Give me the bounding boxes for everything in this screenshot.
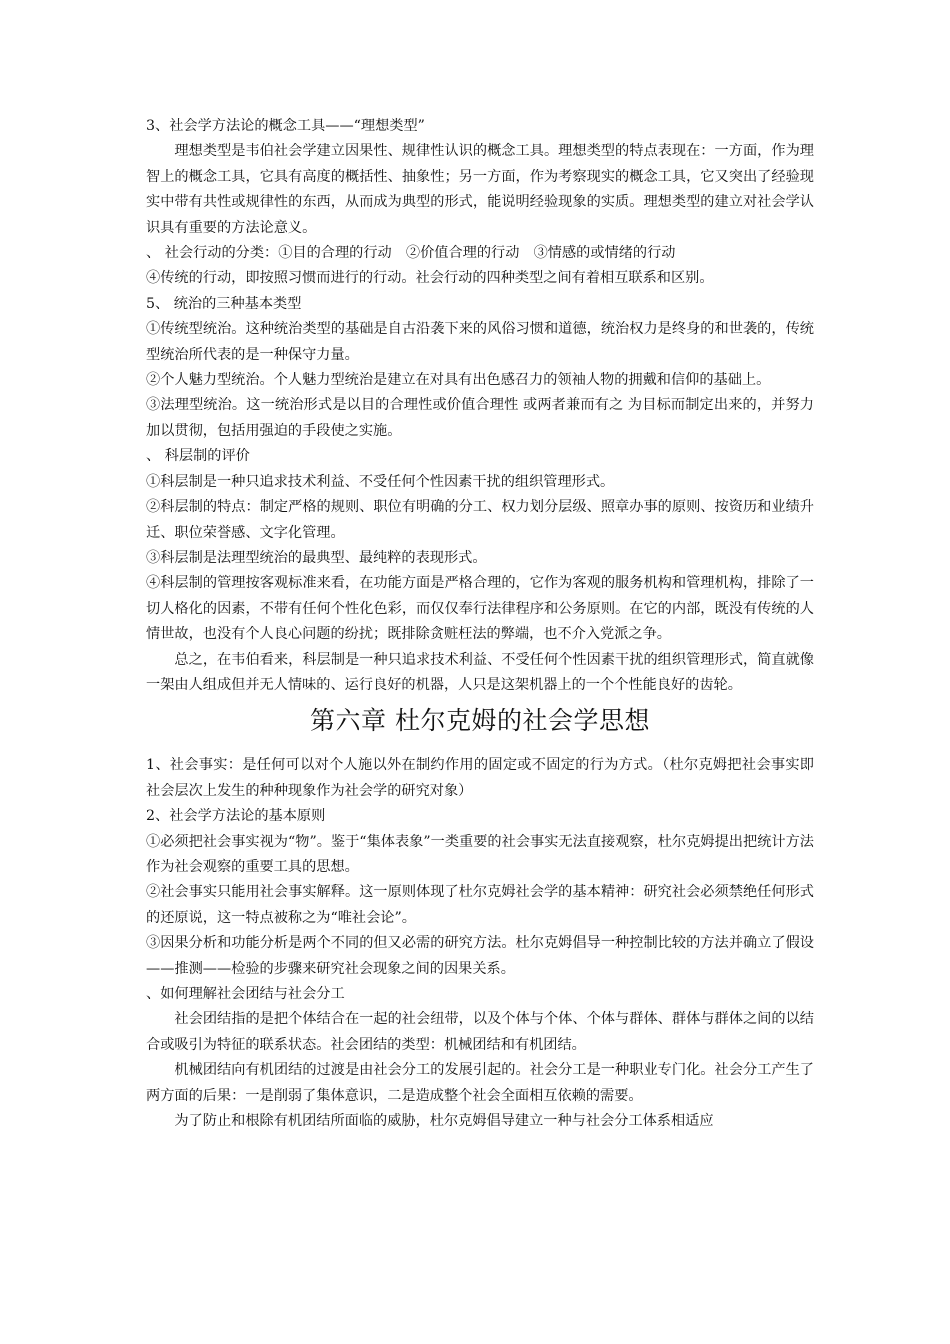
bureaucracy-item-4: ④科层制的管理按客观标准来看，在功能方面是严格合理的，它作为客观的服务机构和管理机构，排除了一切人格化的因素，不带有任何个性化色彩，而仅仅奉行法律程序和公务原则。在它的内部，既没有传统的人情世故，也没有个人良心问题的纷扰；既排除贪赃枉法的弊端，也不介入党派之争。 [146, 575, 814, 643]
section-heading-method-principles: 2、社会学方法论的基本原则 [146, 808, 326, 825]
paragraph-solidarity-1: 社会团结指的是把个体结合在一起的社会纽带，以及个体与个体、个体与群体、群体与群体之间的以结合或吸引为特征的联系状态。社会团结的类型：机械团结和有机团结。 [146, 1011, 814, 1053]
section-heading-bureaucracy: 、 科层制的评价 [146, 448, 250, 465]
bureaucracy-item-2: ②科层制的特点：制定严格的规则、职位有明确的分工、权力划分层级、照章办事的原则、按资历和业绩升迁、职位荣誉感、文字化管理。 [146, 499, 814, 541]
bureaucracy-item-3: ③科层制是法理型统治的最典型、最纯粹的表现形式。 [146, 549, 487, 566]
paragraph-ideal-type: 理想类型是韦伯社会学建立因果性、规律性认识的概念工具。理想类型的特点表现在：一方面，作为理智上的概念工具，它具有高度的概括性、抽象性；另一方面，作为考察现实的概念工具，它又突出了经验现实中带有共性或规律性的东西，从而成为典型的形式，能说明经验现象的实质。理想类型的建立对社会学认识具有重要的方法论意义。 [146, 143, 814, 236]
section-heading-ideal-type: 3、社会学方法论的概念工具——“理想类型” [146, 118, 425, 134]
rule-item-legal: ③法理型统治。这一统治形式是以目的合理性或价值合理性 或两者兼而有之 为目标而制定出来的，并努力加以贯彻，包括用强迫的手段使之实施。 [146, 397, 814, 439]
method-item-3: ③因果分析和功能分析是两个不同的但又必需的研究方法。杜尔克姆倡导一种控制比较的方法并确立了假设——推测——检验的步骤来研究社会现象之间的因果关系。 [146, 935, 814, 977]
document-body [146, 114, 814, 1134]
bureaucracy-item-1: ①科层制是一种只追求技术利益、不受任何个性因素干扰的组织管理形式。 [146, 473, 615, 490]
social-action-line-2: ④传统的行动，即按照习惯而进行的行动。社会行动的四种类型之间有着相互联系和区别。 [146, 270, 714, 287]
paragraph-social-fact: 1、社会事实：是任何可以对个人施以外在制约作用的固定或不固定的行为方式。（杜尔克姆把社会事实即社会层次上发生的种种现象作为社会学的研究对象） [146, 757, 814, 799]
method-item-2: ②社会事实只能用社会事实解释。这一原则体现了杜尔克姆社会学的基本精神：研究社会必须禁绝任何形式的还原说，这一特点被称之为“唯社会论”。 [146, 884, 814, 926]
paragraph-summary: 总之，在韦伯看来，科层制是一种只追求技术利益、不受任何个性因素干扰的组织管理形式，简直就像一架由人组成但并无人情味的、运行良好的机器，人只是这架机器上的一个个性能良好的齿轮。 [146, 651, 814, 693]
rule-item-traditional: ①传统型统治。这种统治类型的基础是自古沿袭下来的风俗习惯和道德，统治权力是终身的和世袭的，传统型统治所代表的是一种保守力量。 [146, 321, 814, 363]
section-heading-solidarity: 、如何理解社会团结与社会分工 [146, 986, 345, 1002]
rule-item-charismatic: ②个人魅力型统治。个人魅力型统治是建立在对具有出色感召力的领袖人物的拥戴和信仰的基础上。 [146, 372, 771, 389]
section-heading-rule-types: 5、 统治的三种基本类型 [146, 295, 302, 312]
method-item-1: ①必须把社会事实视为“物”。鉴于“集体表象”一类重要的社会事实无法直接观察，杜尔克姆提出把统计方法作为社会观察的重要工具的思想。 [146, 833, 814, 875]
social-action-line-1: 、 社会行动的分类：①目的合理的行动 ②价值合理的行动 ③情感的或情绪的行动 [146, 245, 676, 262]
chapter-title: 第六章 杜尔克姆的社会学思想 [310, 706, 650, 736]
paragraph-solidarity-3: 为了防止和根除有机团结所面临的威胁，杜尔克姆倡导建立一种与社会分工体系相适应 [174, 1113, 714, 1130]
paragraph-solidarity-2: 机械团结向有机团结的过渡是由社会分工的发展引起的。社会分工是一种职业专门化。社会分工产生了两方面的后果：一是削弱了集体意识，二是造成整个社会全面相互依赖的需要。 [146, 1062, 814, 1104]
